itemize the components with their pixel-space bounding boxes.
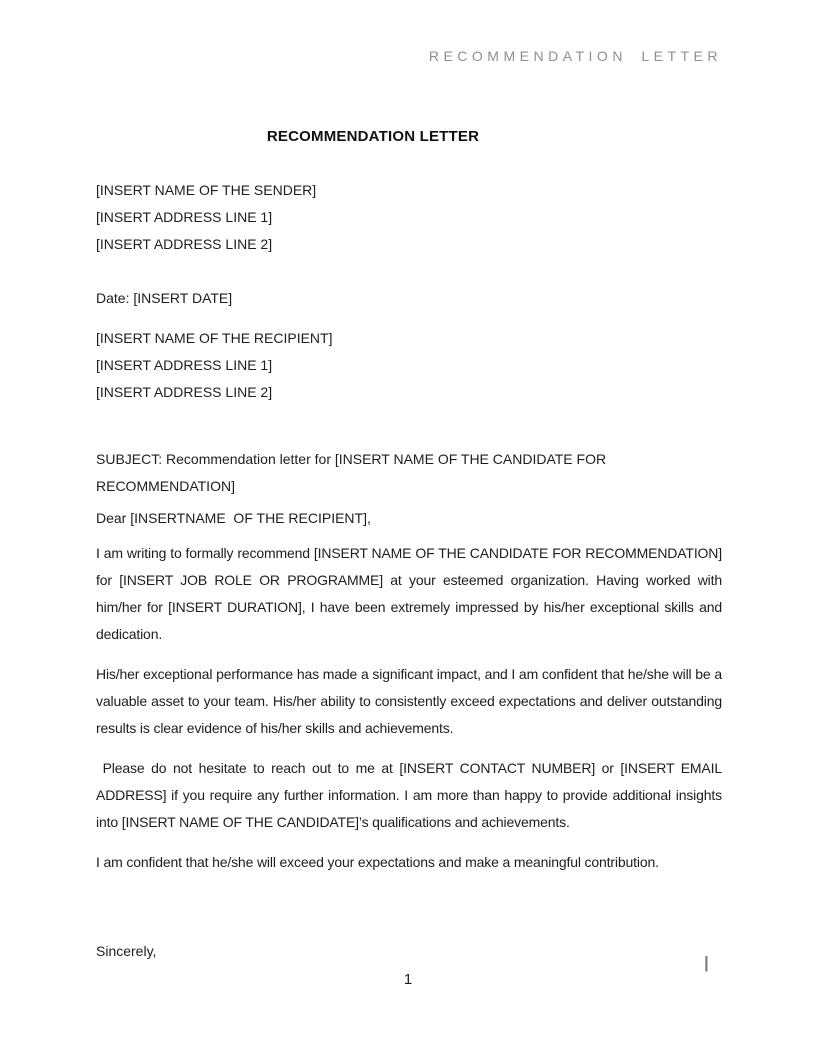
letter-title: RECOMMENDATION LETTER xyxy=(266,128,480,145)
body-paragraph-2: His/her exceptional performance has made a significant impact, and I am confident that he/she will be a valuable asset to your team. His/her ability to consistently exceed expectations and deliver outstanding results is clear evidence of his/her skills and achievements. xyxy=(96,666,722,736)
text-cursor: | xyxy=(704,953,709,972)
recipient-name-line: [INSERT NAME OF THE RECIPIENT] xyxy=(96,330,333,346)
page-number: 1 xyxy=(403,971,413,988)
date-line: Date: [INSERT DATE] xyxy=(96,290,233,306)
subject-line: SUBJECT: Recommendation letter for [INSERT NAME OF THE CANDIDATE FOR RECOMMENDATION] xyxy=(96,451,607,494)
letter-content xyxy=(96,0,722,965)
recipient-address-line-1: [INSERT ADDRESS LINE 1] xyxy=(96,357,273,373)
sender-name-line: [INSERT NAME OF THE SENDER] xyxy=(96,182,317,198)
body-paragraph-4: I am confident that he/she will exceed your expectations and make a meaningful contribution. xyxy=(96,854,659,870)
recipient-address-block xyxy=(96,325,722,406)
sender-address-line-1: [INSERT ADDRESS LINE 1] xyxy=(96,209,273,225)
body-paragraph-1: I am writing to formally recommend [INSERT NAME OF THE CANDIDATE FOR RECOMMENDATION] for [INSERT JOB ROLE OR PROGRAMME] at your esteemed organization. Having worked with him/her for [INSERT DURATION], I have been extremely impressed by his/her exceptional skills and dedication. xyxy=(96,545,722,642)
sender-address-line-2: [INSERT ADDRESS LINE 2] xyxy=(96,236,273,252)
body-paragraph-3: Please do not hesitate to reach out to me at [INSERT CONTACT NUMBER] or [INSERT EMAIL ADDRESS] if you require any further information. I am more than happy to provide additional insights into [INSERT NAME OF THE CANDIDATE]’s qualifications and achievements. xyxy=(96,760,722,830)
salutation-line: Dear [INSERTNAME OF THE RECIPIENT], xyxy=(96,510,371,526)
recipient-address-line-2: [INSERT ADDRESS LINE 2] xyxy=(96,384,273,400)
closing-line: Sincerely, xyxy=(96,943,157,959)
sender-address-block xyxy=(96,177,722,258)
header-watermark: RECOMMENDATION LETTER xyxy=(428,48,722,64)
